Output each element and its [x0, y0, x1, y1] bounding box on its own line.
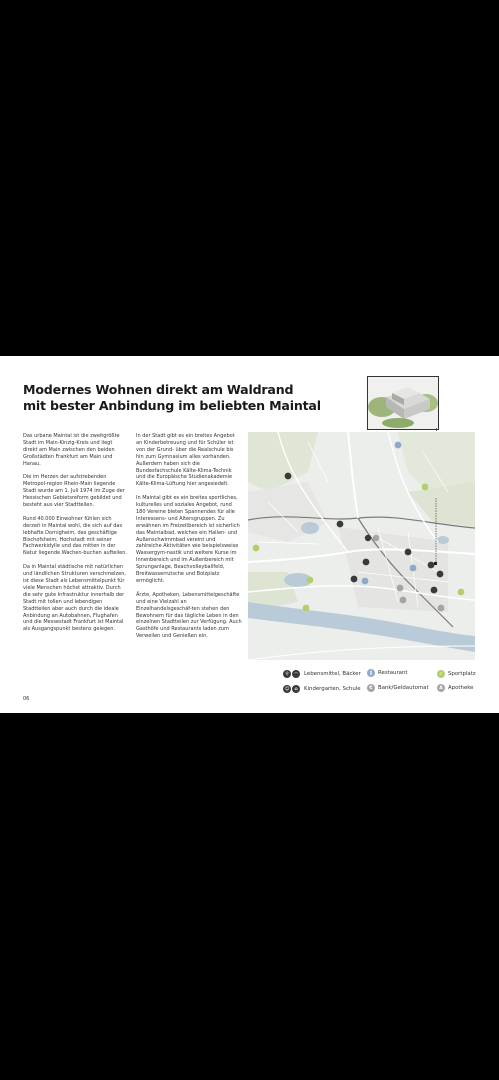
paragraph: In Maintal gibt es ein breites sportliches, kulturelles und soziales Angebot, rund 180 Vereine bieten Spannendes für alle Interessens- und Altersgruppen. Zu erwähnen im Freizeitbereich ist sicherlich das Maintalbad, welches ein Hallen- und Außenschwimmbad vereint und zahlreiche Aktivitäten wie beispielsweise Wassergym-nastik und weitere Kurse im Innenbereich und im Außenbereich mit Sprunganlage, Beachvolleyballfeld, Breitwasserrutsche und Bolzplatz ermöglicht. — [136, 495, 240, 585]
building-rendering-image — [367, 376, 439, 430]
grocery-icon: ⚲ — [283, 670, 291, 678]
legend-sport-label: Sportplatz — [448, 671, 476, 677]
paragraph: Die im Herzen der aufstrebenden Metropol-region Rhein-Main liegende Stadt wurde am 1. Juli 1974 im Zuge der Hessischen Gebietsreform gebildet und besteht aus vier Stadtteilen. — [23, 474, 125, 509]
paragraph: In der Stadt gibt es ein breites Angebot an Kinderbetreuung und für Schüler ist von der Grund- über die Realschule bis hin zum Gymnasium alles vorhanden. Außerdem haben sich die Bundesfachschule Kälte-Klima-Technik und die Europäische Studienakademie Kälte-Klima-Lüftung hier angesiedelt. — [136, 433, 235, 488]
legend-pharmacy — [437, 684, 474, 692]
bank-icon: € — [367, 684, 375, 692]
legend-pharmacy-label: Apotheke — [448, 685, 474, 691]
legend-kindergarten-label: Kindergarten, Schule — [304, 686, 361, 692]
bakery-icon: ◠ — [292, 670, 300, 678]
legend-kindergarten — [283, 685, 361, 693]
location-map[interactable] — [248, 432, 475, 660]
paragraph: Rund 40.000 Einwohner fühlen sich derzeit in Maintal wohl, die sich auf das lebhafte Dornigheim, das geschäftige Bischofsheim, Hochstadt mit seiner Fachwerkidylle und das mitten in der Natur liegende Wachen-buchen aufteilen. — [23, 515, 127, 557]
map-graphic — [248, 432, 475, 660]
text-column-2 — [136, 433, 242, 647]
pharmacy-icon: A — [437, 684, 445, 692]
paragraph: Ärzte, Apotheken, Lebensmittelgeschäfte und eine Vielzahl an Einzelhandelsgeschäf-ten stehen den Bewohnern für das tägliche Leben in den einzelnen Stadtteilen zur Verfügung. Auch Gasthöfe und Restaurants laden zum Verweilen und Genießen ein. — [136, 591, 242, 640]
page-number: 06 — [23, 696, 30, 702]
legend-restaurant-label: Restaurant — [378, 670, 408, 676]
legend-sport — [437, 670, 476, 678]
legend-bank — [367, 684, 429, 692]
kindergarten-icon: ☺ — [284, 686, 290, 692]
map-legend — [283, 664, 483, 698]
legend-grocery — [283, 670, 361, 678]
sport-icon: ✓ — [437, 670, 445, 678]
legend-bank-label: Bank/Geldautomat — [378, 685, 429, 691]
title-line-2: mit bester Anbindung im beliebten Maintal — [23, 398, 321, 413]
page-title — [23, 382, 353, 414]
restaurant-icon: ∥ — [367, 669, 375, 677]
paragraph: Das urbane Maintal ist die zweitgrößte Stadt im Main-Kinzig-Kreis und liegt direkt am Main zwischen den beiden Großstädten Frankfurt am Main und Hanau. — [23, 433, 120, 467]
title-line-1: Modernes Wohnen direkt am Waldrand — [23, 382, 294, 397]
legend-restaurant — [367, 669, 408, 677]
text-column-1 — [23, 433, 127, 640]
brochure-page — [0, 356, 499, 713]
legend-grocery-label: Lebensmittel, Bäcker — [304, 671, 361, 677]
paragraph: Da in Maintal städtische mit natürlichen und ländlichen Strukturen verschmelzen, ist diese Stadt als Lebensmittelpunkt für viele Menschen höchst attraktiv. Durch die sehr gute Infrastruktur innerhalb der Stadt mit tollen und lebendigen Stadtteilen aber auch durch die ideale Anbindung an Autobahnen, Flughafen und die Messestadt Frankfurt ist Maintal als Ausgangspunkt bestens gelegen. — [23, 564, 127, 633]
school-icon: ⌂ — [292, 685, 300, 693]
